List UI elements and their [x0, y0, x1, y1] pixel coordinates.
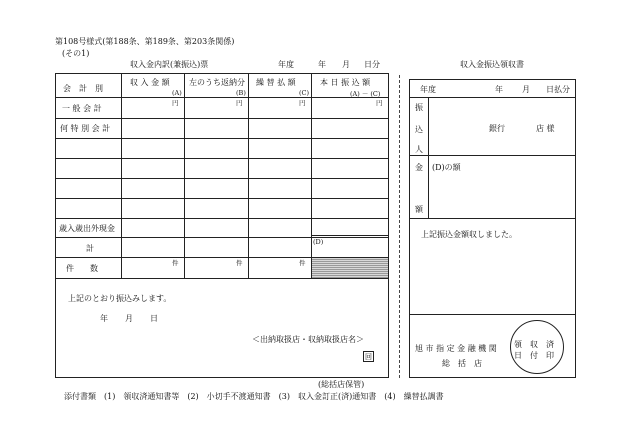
col-header-revenue-sub: (A) [172, 89, 182, 97]
receipt-day: 日払分 [546, 85, 570, 94]
left-mid: 月 [342, 60, 350, 69]
main-branch: 総 括 店 [442, 359, 482, 368]
col-header-today: 本 日 振 込 額 [320, 78, 371, 87]
payer-label-2: 込 [415, 125, 423, 134]
store-name-label: ＜出納取扱店・収納取扱店名＞ [252, 335, 364, 344]
unit-yen: 円 [172, 99, 179, 107]
unit-yen: 円 [236, 99, 243, 107]
receipt-year: 年 [495, 85, 503, 94]
amount-d-label: (D)の額 [432, 163, 461, 172]
receipt-fiscal-year: 年度 [420, 85, 436, 94]
d-label: (D) [313, 238, 324, 246]
received-message: 上記振込金額収しました。 [421, 230, 517, 239]
date-year: 年 [100, 314, 108, 323]
payer-label-1: 振 [415, 103, 423, 112]
left-year: 年度 [278, 60, 294, 69]
amount-label-1: 金 [415, 163, 423, 172]
col-header-transfer-sub: (C) [299, 89, 310, 97]
col-header-refund: 左のうち返納分 [189, 78, 245, 87]
col-header-account: 会 計 別 [63, 84, 103, 93]
form-number: 第108号様式(第188条、第189条、第203条関係) [55, 37, 235, 46]
hatched-cell [312, 258, 388, 278]
stamp-text-2: 日 付 印 [514, 351, 554, 360]
row-label-count: 件 数 [66, 264, 98, 273]
unit-yen: 円 [299, 99, 306, 107]
col-header-today-sub: (A) － (C) [350, 90, 381, 98]
row-label-outside-cash: 歳入歳出外現金 [59, 224, 115, 233]
keeper-note: (総括店保管) [318, 380, 365, 389]
stamp-text-1: 領 収 済 [514, 340, 554, 349]
unit-yen: 円 [376, 99, 383, 107]
right-title: 収入金振込領収書 [460, 60, 524, 69]
cut-line [399, 75, 400, 378]
bank-label: 銀行 [489, 124, 505, 133]
attachments-note: 添付書類 (1) 領収済通知書等 (2) 小切手不渡通知書 (3) 収入金訂正(済)通知書 (4) 繰替払調書 [64, 392, 444, 401]
designated-bank: 旭 市 指 定 金 融 機 関 [415, 344, 497, 353]
col-header-refund-sub: (B) [236, 89, 246, 97]
date-month: 月 [125, 314, 133, 323]
left-title: 収入金内訳(兼振込)票 [130, 60, 209, 69]
unit-ken: 件 [299, 259, 306, 267]
seal-box: 回 [365, 352, 372, 361]
branch-label: 店 様 [536, 124, 555, 133]
row-label-special: 何 特 別 会 計 [60, 124, 111, 133]
unit-ken: 件 [172, 259, 179, 267]
row-label-total: 計 [86, 244, 94, 253]
col-header-revenue: 収 入 金 額 [130, 78, 170, 87]
payer-label-3: 人 [415, 145, 423, 154]
col-header-transfer: 繰 替 払 額 [256, 78, 296, 87]
date-day: 日 [150, 314, 158, 323]
unit-ken: 件 [236, 259, 243, 267]
amount-label-2: 額 [415, 205, 423, 214]
transfer-message: 上記のとおり振込みします。 [68, 294, 172, 303]
left-day: 日分 [364, 60, 380, 69]
left-month: 年 [318, 60, 326, 69]
row-label-general: 一 般 会 計 [62, 104, 102, 113]
receipt-month: 月 [522, 85, 530, 94]
form-sub: (その1) [62, 49, 90, 58]
